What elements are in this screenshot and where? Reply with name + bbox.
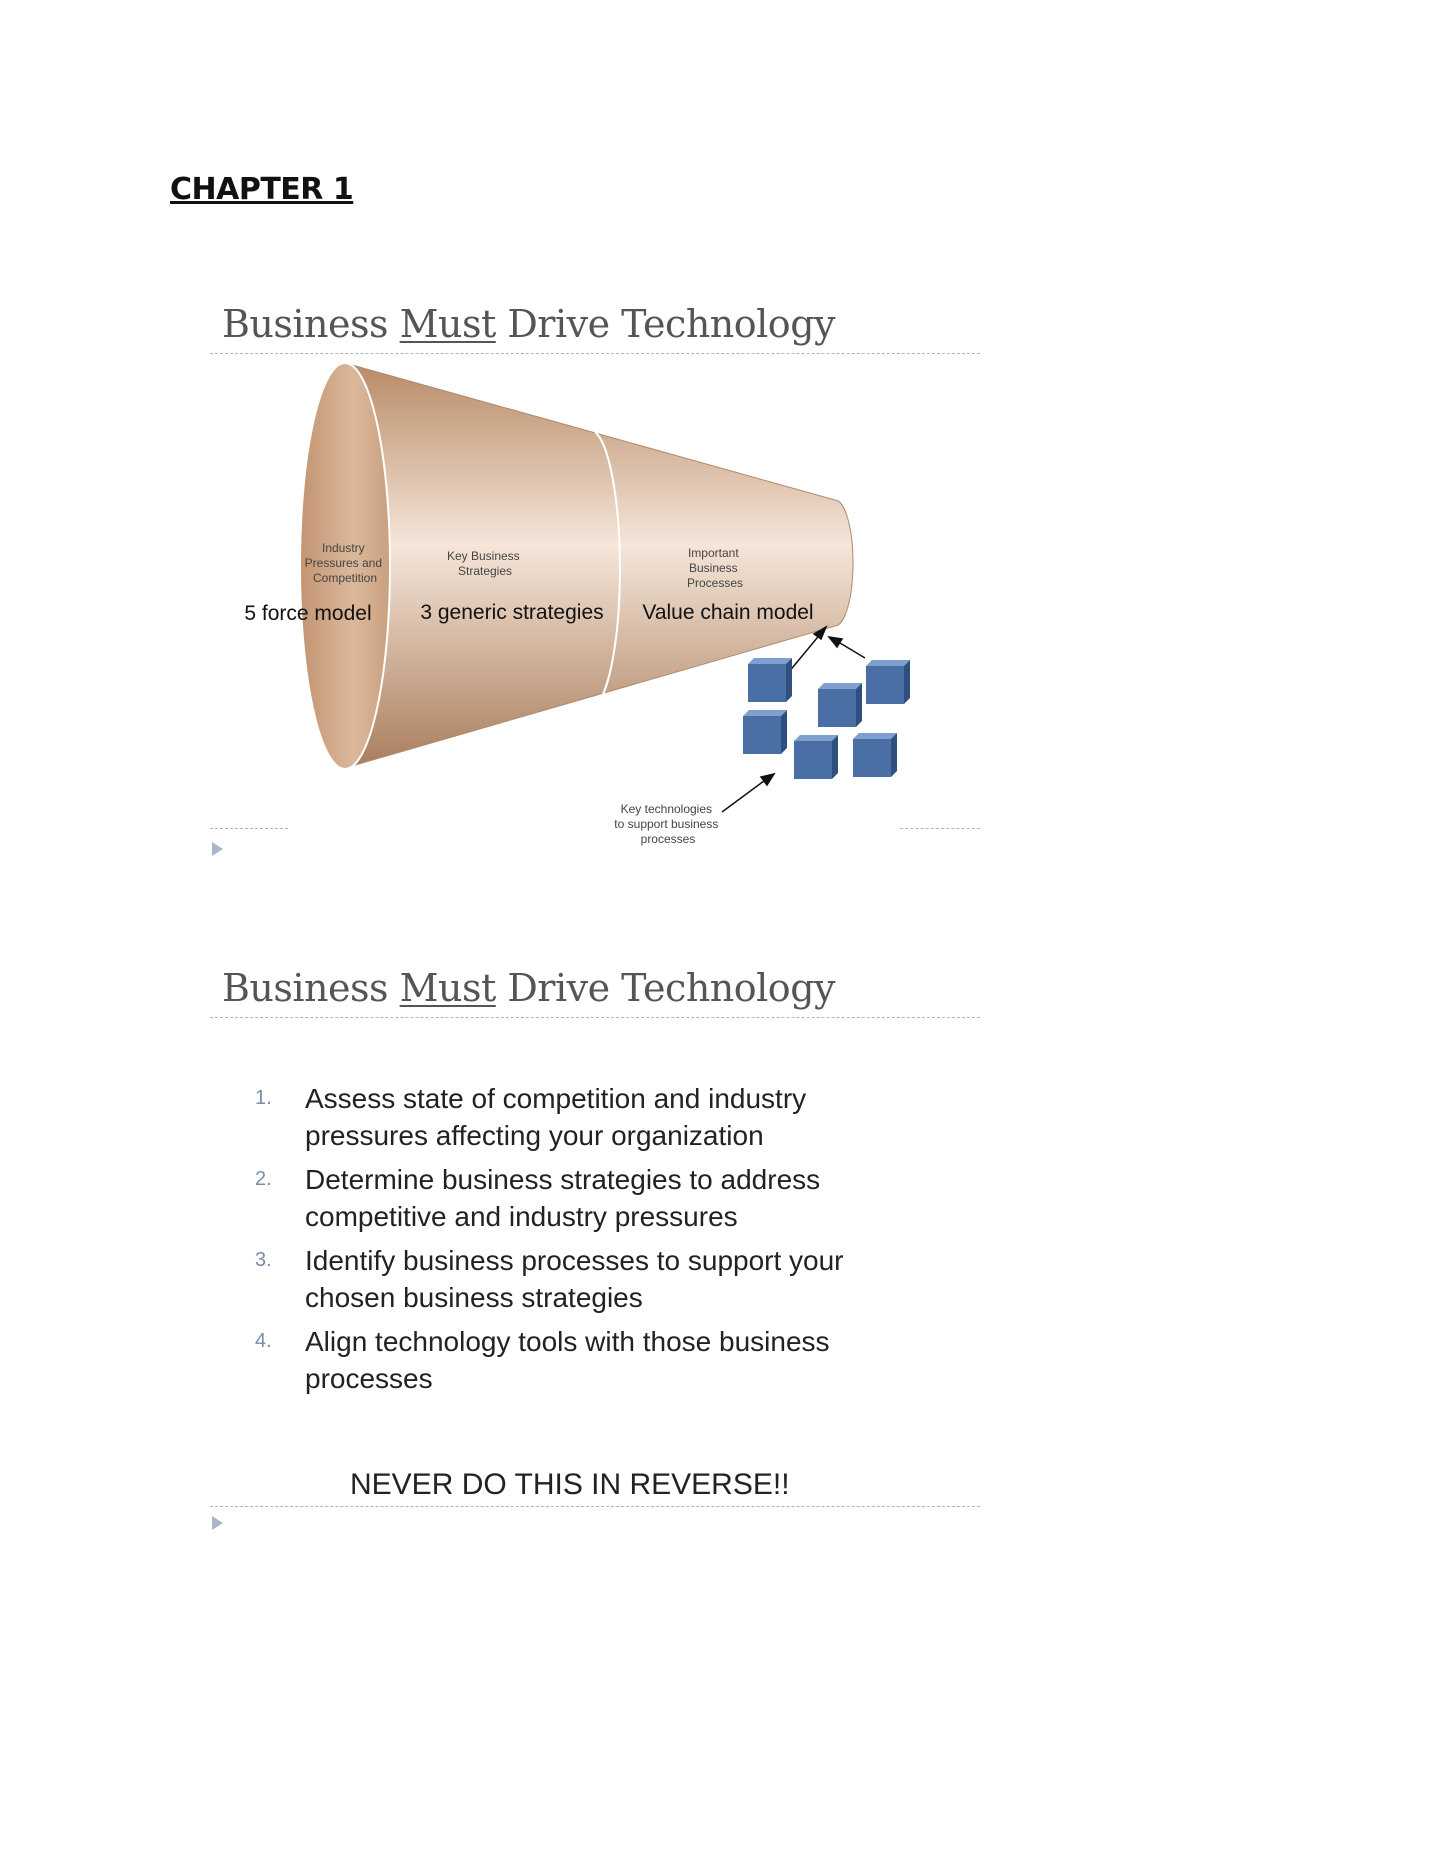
steps-list bbox=[255, 1080, 955, 1404]
list-number: 1. bbox=[255, 1087, 272, 1109]
list-text-line: chosen business strategies bbox=[305, 1282, 643, 1313]
title-part: Business bbox=[222, 302, 400, 346]
funnel-diagram bbox=[210, 358, 990, 858]
section2-label: Key Business Strategies bbox=[446, 549, 520, 578]
list-text-line: pressures affecting your organization bbox=[305, 1120, 764, 1151]
title-emphasis: Must bbox=[399, 966, 496, 1010]
section3-model: Value chain model bbox=[642, 601, 814, 624]
cube bbox=[743, 710, 787, 754]
title-emphasis: Must bbox=[399, 302, 496, 346]
list-text-line: Determine business strategies to address bbox=[305, 1164, 821, 1195]
slide-marker-icon bbox=[212, 842, 223, 856]
slide-marker-icon bbox=[212, 1516, 223, 1530]
title-part: Business bbox=[222, 966, 400, 1010]
warning-text: NEVER DO THIS IN REVERSE!! bbox=[350, 1468, 790, 1501]
list-text-line: competitive and industry pressures bbox=[305, 1201, 738, 1232]
arrow bbox=[722, 778, 768, 812]
list-text-line: Identify business processes to support your bbox=[305, 1245, 844, 1276]
section1-model: 5 force model bbox=[244, 602, 372, 625]
slide-steps bbox=[210, 962, 990, 1532]
slide-title bbox=[222, 966, 835, 1010]
title-divider bbox=[210, 353, 980, 354]
slide-funnel-diagram bbox=[210, 298, 990, 868]
list-item bbox=[255, 1161, 955, 1235]
list-item bbox=[255, 1323, 955, 1397]
title-part: Drive Technology bbox=[495, 966, 835, 1010]
technology-cubes bbox=[743, 658, 910, 779]
cube bbox=[794, 735, 838, 779]
funnel-cone bbox=[345, 363, 853, 768]
bottom-divider-left bbox=[210, 828, 288, 829]
arrowhead bbox=[761, 774, 774, 785]
section1-label: Industry Pressures and Competition bbox=[304, 541, 383, 585]
cube bbox=[853, 733, 897, 777]
bottom-divider bbox=[210, 1506, 980, 1507]
list-number: 4. bbox=[255, 1330, 272, 1352]
section3-label: Important Business Processes bbox=[686, 546, 744, 590]
bottom-divider-right bbox=[900, 828, 980, 829]
title-part: Drive Technology bbox=[495, 302, 835, 346]
cube bbox=[866, 660, 910, 704]
chapter-heading: CHAPTER 1 bbox=[170, 172, 354, 207]
cube bbox=[748, 658, 792, 702]
list-number: 2. bbox=[255, 1168, 272, 1190]
cube bbox=[818, 683, 862, 727]
technologies-label: Key technologies to support business processes bbox=[614, 802, 719, 846]
list-text-line: processes bbox=[305, 1363, 433, 1394]
section2-model: 3 generic strategies bbox=[420, 601, 604, 624]
list-number: 3. bbox=[255, 1249, 272, 1271]
list-item bbox=[255, 1242, 955, 1316]
list-text-line: Assess state of competition and industry bbox=[305, 1083, 807, 1114]
list-text-line: Align technology tools with those business bbox=[305, 1326, 830, 1357]
list-item bbox=[255, 1080, 955, 1154]
arrowhead bbox=[829, 637, 842, 647]
slide-title bbox=[222, 302, 835, 346]
title-divider bbox=[210, 1017, 980, 1018]
